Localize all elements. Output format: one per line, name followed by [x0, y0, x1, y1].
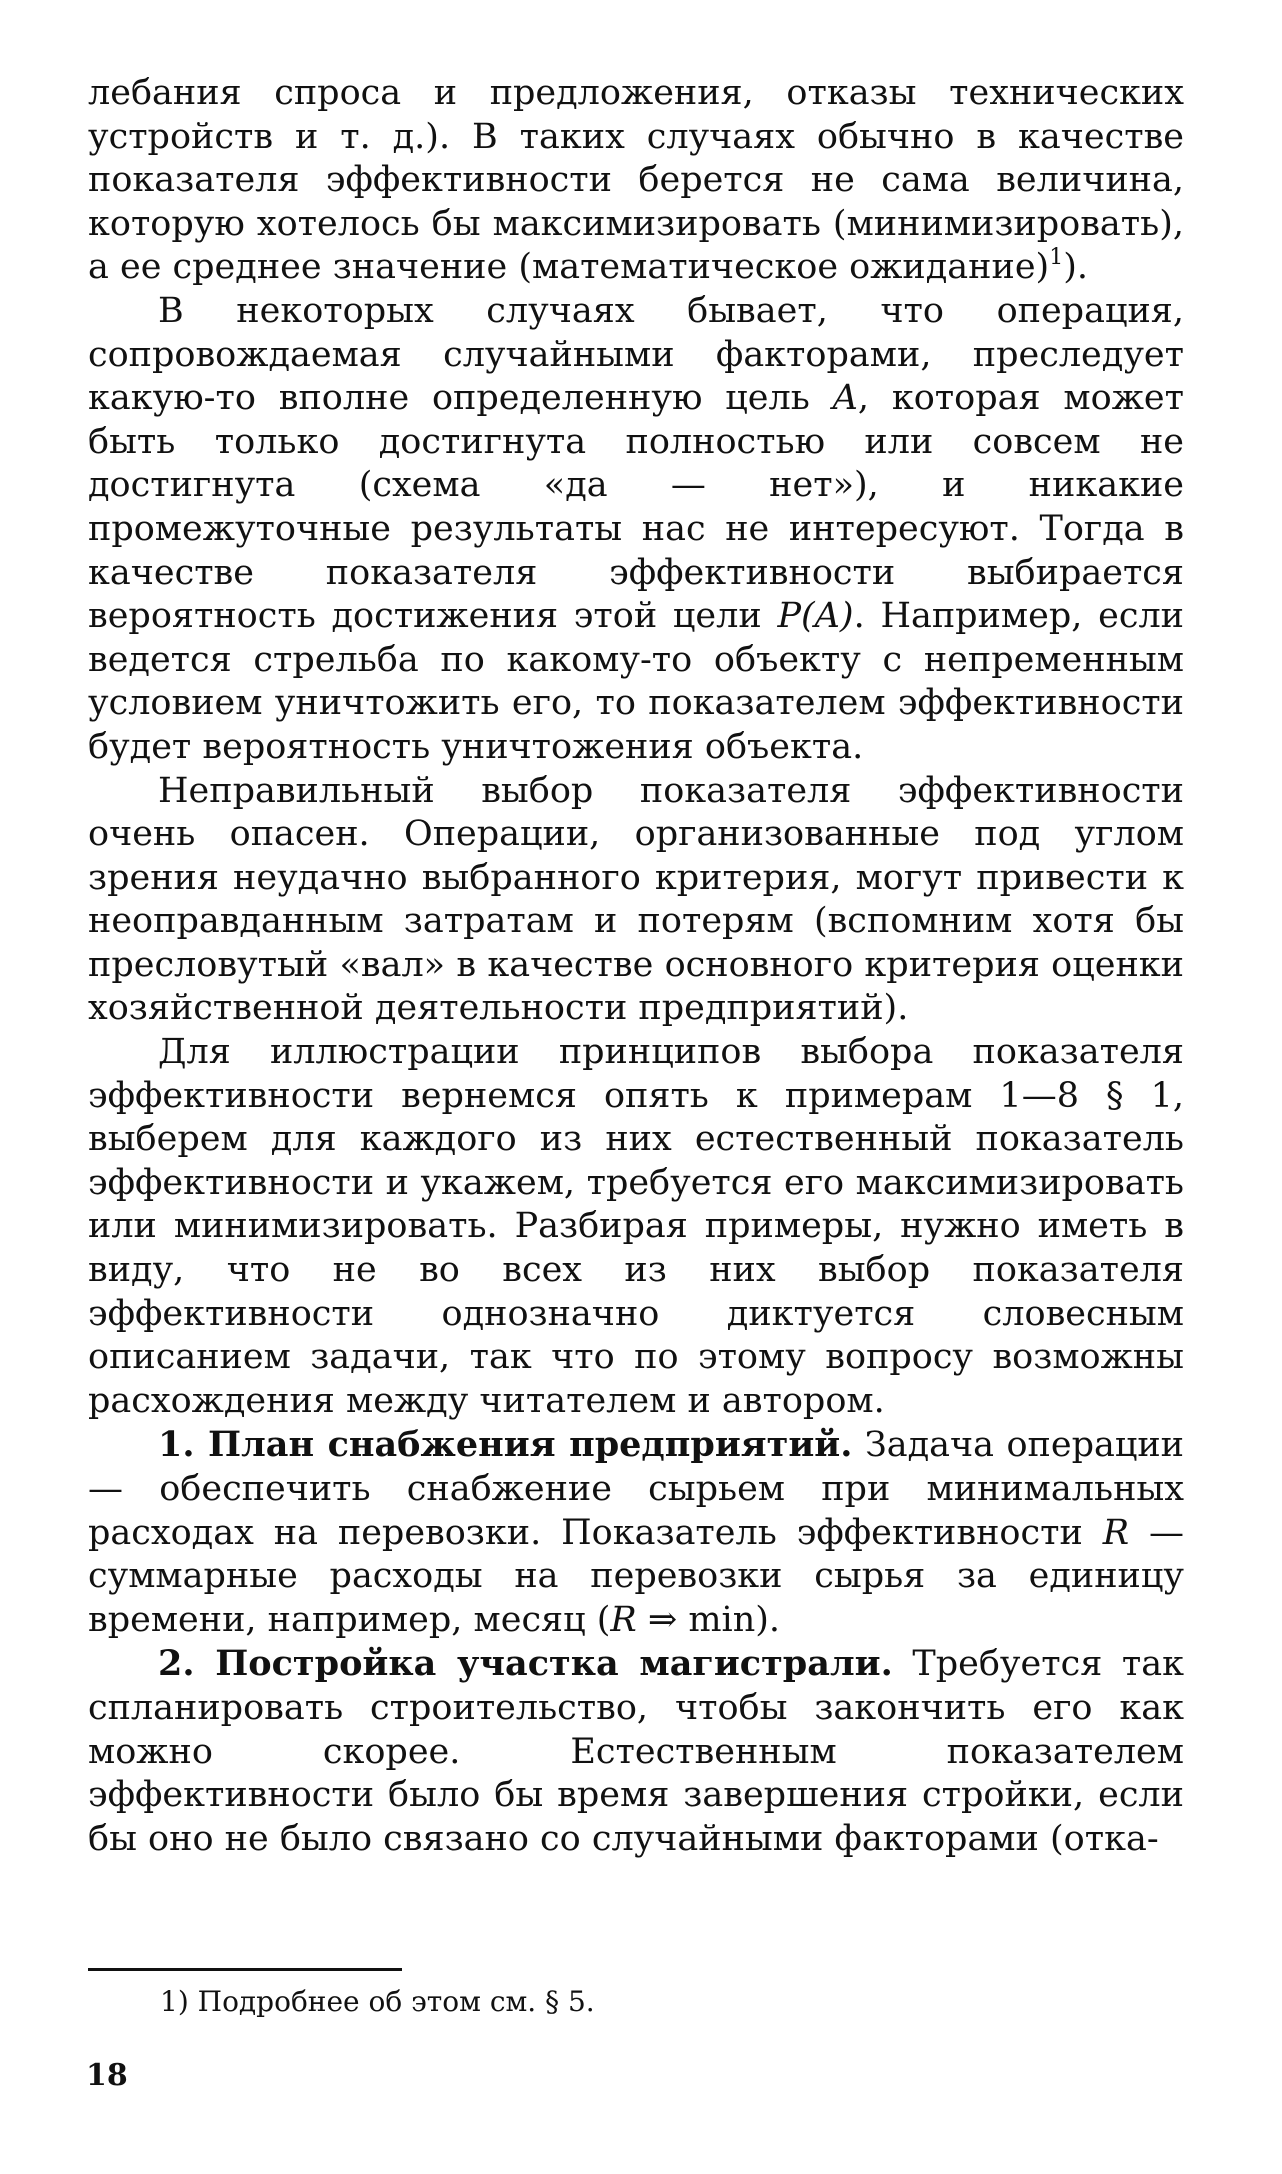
paragraph-5-part-1: Задача операции — обеспечить снабжение сырьем при минимальных расходах на перевозки. Показатель эффективности	[88, 1425, 1185, 1553]
paragraph-1	[88, 72, 1184, 290]
footnote	[160, 1984, 595, 2020]
paragraph-5-part-3: ⇒ min).	[636, 1599, 781, 1640]
variable-r-formula: R	[610, 1599, 637, 1640]
variable-p-of-a: P(A)	[777, 596, 854, 637]
paragraph-4-text: Для иллюстрации принципов выбора показателя эффективности вернемся опять к примерам 1—8 § 1, выберем для каждого из них естественный показатель эффективности и укажем, требуется его максимизировать или минимизировать. Разбирая примеры, нужно иметь в виду, что не во всех из них выбор показателя эффективности однозначно диктуется словесным описанием задачи, так что по этому вопросу возможны расхождения между читателем и автором.	[88, 1032, 1184, 1421]
footnote-text: ) Подробнее об этом см. § 5.	[177, 1985, 595, 2018]
paragraph-2-part-3: . Например, если ведется стрельба по какому-то объекту с непременным условием уничтожить его, то показателем эффективности будет вероятность уничтожения объекта.	[88, 596, 1185, 767]
variable-a: A	[832, 378, 858, 419]
paragraph-5	[88, 1423, 1184, 1642]
paragraph-3-text: Неправильный выбор показателя эффективности очень опасен. Операции, организованные под углом зрения неудачно выбранного критерия, могут привести к неоправданным затратам и потерям (вспомним хотя бы пресловутый «вал» в качестве основного критерия оценки хозяйственной деятельности предприятий).	[88, 770, 1184, 1029]
paragraph-6	[88, 1642, 1184, 1861]
paragraph-4	[88, 1031, 1184, 1423]
example-1-heading: 1. План снабжения предприятий.	[158, 1424, 853, 1466]
paragraph-2-part-1: В некоторых случаях бывает, что операция, сопровождаемая случайными факторами, преследует какую-то вполне определенную цель	[88, 290, 1184, 419]
paragraph-2-part-2: , которая может быть только достигнута полностью или совсем не достигнута (схема «да — нет»), и никакие промежуточные результаты нас не интересуют. Тогда в качестве показателя эффективности выбирается вероятность достижения этой цели	[88, 378, 1185, 637]
page-number: 18	[86, 2058, 128, 2093]
paragraph-5-part-2: — суммарные расходы на перевозки сырья за единицу времени, например, месяц (	[88, 1512, 1184, 1640]
paragraph-1-text: лебания спроса и предложения, отказы технических устройств и т. д.). В таких случаях обычно в качестве показателя эффективности берется не сама величина, которую хотелось бы максимизировать (минимизировать), а ее среднее значение (математическое ожидание)	[88, 73, 1184, 288]
paragraph-3	[88, 770, 1184, 1032]
paragraph-2	[88, 290, 1184, 770]
footnote-reference: 1	[1049, 245, 1064, 271]
variable-r: R	[1102, 1512, 1130, 1553]
footnote-marker: 1	[160, 1985, 178, 2018]
main-text	[88, 72, 1184, 1861]
paragraph-1-end: ).	[1063, 247, 1088, 288]
footnote-divider	[88, 1968, 402, 1971]
paragraph-6-part-1: Требуется так спланировать строительство, чтобы закончить его как можно скорее. Естественным показателем эффективности было бы время завершения стройки, если бы оно не было связано со случайными факторами (отка-	[88, 1644, 1184, 1859]
example-2-heading: 2. Постройка участка магистрали.	[158, 1643, 893, 1685]
